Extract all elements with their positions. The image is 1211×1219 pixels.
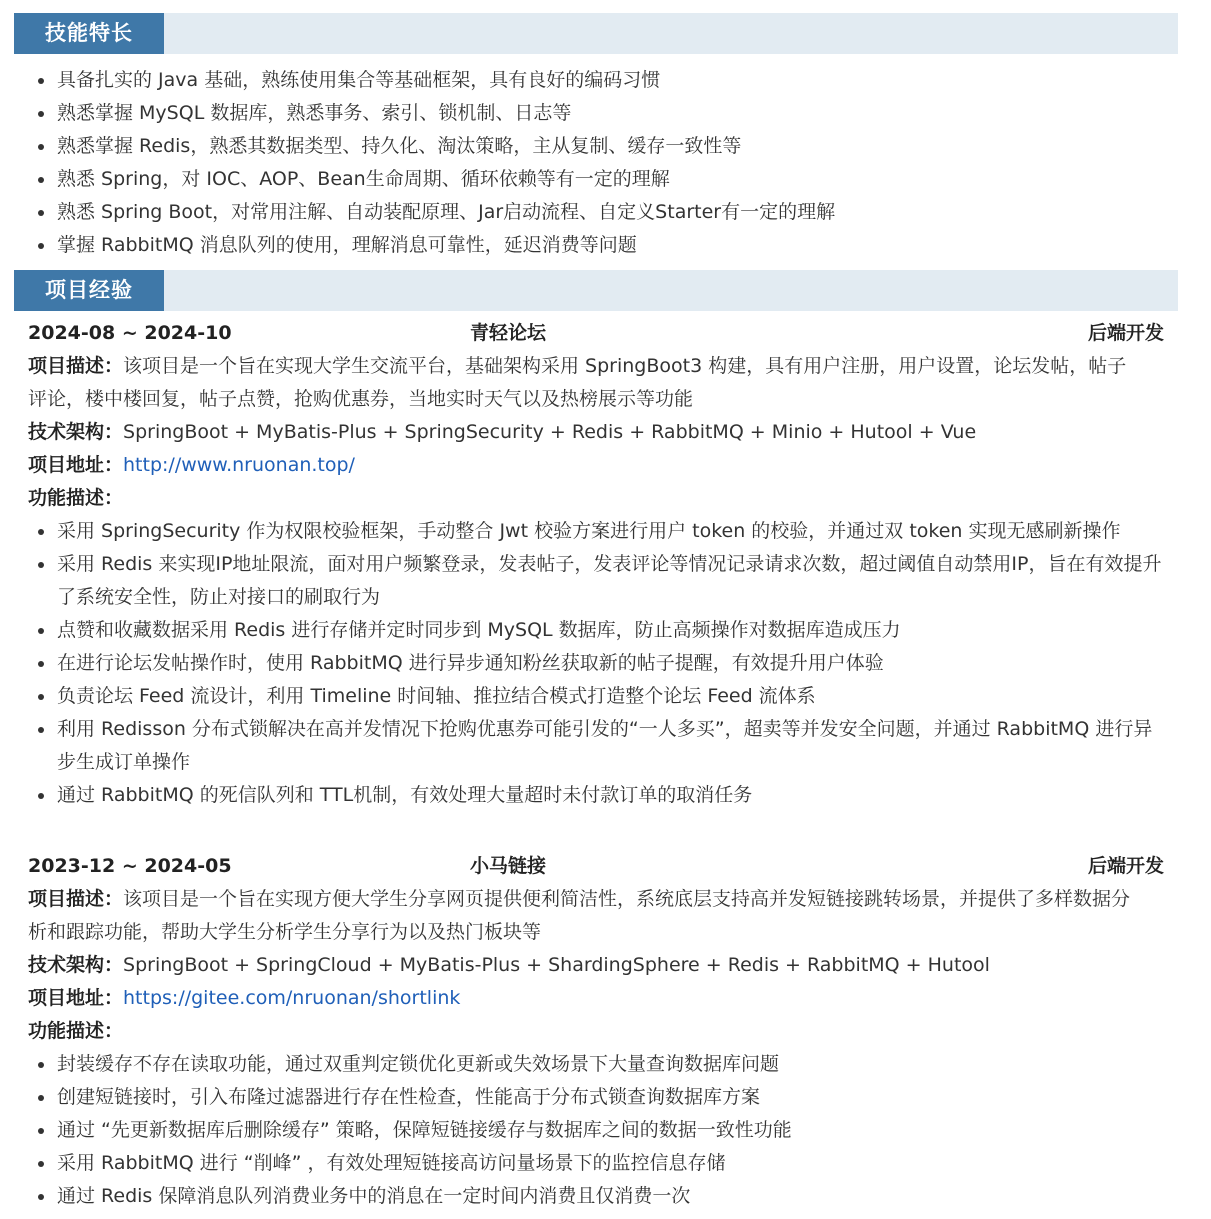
skill-item: 熟悉掌握 MySQL 数据库，熟悉事务、索引、锁机制、日志等 <box>28 97 1168 130</box>
tech-stack-label: 技术架构： <box>28 954 124 976</box>
description-label: 项目描述： <box>28 355 124 377</box>
bullet-dot-icon <box>38 628 44 634</box>
url-label: 项目地址： <box>28 454 124 476</box>
bullet-dot-icon <box>38 562 44 568</box>
bullet-dot-icon <box>38 793 44 799</box>
feature-label: 功能描述： <box>28 1020 124 1042</box>
description-text-line1: 该项目是一个旨在实现方便大学生分享网页提供便利简洁性，系统底层支持高并发短链接跳转场景，并提供了多样数据分 <box>123 888 1131 910</box>
skills-section-header <box>14 13 1178 54</box>
feature-item: 封装缓存不存在读取功能，通过双重判定锁优化更新或失效场景下大量查询数据库问题 <box>28 1048 1168 1081</box>
skill-item: 熟悉 Spring，对 IOC、AOP、Bean生命周期、循环依赖等有一定的理解 <box>28 163 1168 196</box>
project-date: 2024-08 ~ 2024-10 <box>28 322 232 344</box>
feature-item: 通过 RabbitMQ 的死信队列和 TTL机制，有效处理大量超时未付款订单的取消任务 <box>28 779 1168 812</box>
skill-item: 熟悉掌握 Redis，熟悉其数据类型、持久化、淘汰策略，主从复制、缓存一致性等 <box>28 130 1168 163</box>
feature-item: 通过 “先更新数据库后删除缓存” 策略，保障短链接缓存与数据库之间的数据一致性功能 <box>28 1114 1168 1147</box>
feature-label: 功能描述： <box>28 487 124 509</box>
bullet-dot-icon <box>38 727 44 733</box>
project-description <box>28 350 1164 383</box>
bullet-dot-icon <box>38 1128 44 1134</box>
url-label: 项目地址： <box>28 987 124 1009</box>
bullet-dot-icon <box>38 661 44 667</box>
description-text-line2: 析和跟踪功能，帮助大学生分析学生分享行为以及热门板块等 <box>28 921 542 943</box>
description-text-line1: 该项目是一个旨在实现大学生交流平台，基础架构采用 SpringBoot3 构建，具有用户注册，用户设置，论坛发帖，帖子 <box>123 355 1127 377</box>
description-label: 项目描述： <box>28 888 124 910</box>
project-description-cont <box>28 383 1164 416</box>
project-description-cont <box>28 916 1164 949</box>
feature-item: 利用 Redisson 分布式锁解决在高并发情况下抢购优惠券可能引发的“一人多买”，超卖等并发安全问题，并通过 RabbitMQ 进行异步生成订单操作 <box>28 713 1168 779</box>
project-date: 2023-12 ~ 2024-05 <box>28 855 232 877</box>
project-name: 青轻论坛 <box>470 322 547 344</box>
skills-section-title: 技能特长 <box>14 13 164 54</box>
feature-heading-row <box>28 482 1164 515</box>
bullet-dot-icon <box>38 529 44 535</box>
bullet-dot-icon <box>38 1062 44 1068</box>
bullet-dot-icon <box>38 1095 44 1101</box>
tech-stack-label: 技术架构： <box>28 421 124 443</box>
bullet-dot-icon <box>38 1194 44 1200</box>
bullet-dot-icon <box>38 111 44 117</box>
feature-item: 通过 Redis 保障消息队列消费业务中的消息在一定时间内消费且仅消费一次 <box>28 1180 1168 1213</box>
feature-list <box>28 515 1168 812</box>
project-tech-stack <box>28 416 1164 449</box>
skill-item: 掌握 RabbitMQ 消息队列的使用，理解消息可靠性，延迟消费等问题 <box>28 229 1168 262</box>
skills-list <box>28 64 1168 262</box>
feature-item: 采用 RabbitMQ 进行 “削峰” ，有效处理短链接高访问量场景下的监控信息存储 <box>28 1147 1168 1180</box>
feature-item: 点赞和收藏数据采用 Redis 进行存储并定时同步到 MySQL 数据库，防止高频操作对数据库造成压力 <box>28 614 1168 647</box>
project-role: 后端开发 <box>1087 855 1164 877</box>
feature-item: 在进行论坛发帖操作时，使用 RabbitMQ 进行异步通知粉丝获取新的帖子提醒，有效提升用户体验 <box>28 647 1168 680</box>
skill-item: 具备扎实的 Java 基础，熟练使用集合等基础框架，具有良好的编码习惯 <box>28 64 1168 97</box>
tech-stack-text: SpringBoot + MyBatis-Plus + SpringSecurity + Redis + RabbitMQ + Minio + Hutool + Vue <box>123 421 977 443</box>
feature-item: 创建短链接时，引入布隆过滤器进行存在性检查，性能高于分布式锁查询数据库方案 <box>28 1081 1168 1114</box>
feature-item: 采用 Redis 来实现IP地址限流，面对用户频繁登录，发表帖子，发表评论等情况记录请求次数，超过阈值自动禁用IP，旨在有效提升了系统安全性，防止对接口的刷取行为 <box>28 548 1168 614</box>
projects-section-title: 项目经验 <box>14 270 164 311</box>
projects-section-header <box>14 270 1178 311</box>
project-role: 后端开发 <box>1087 322 1164 344</box>
bullet-dot-icon <box>38 1161 44 1167</box>
project-header <box>28 317 1164 350</box>
project-url-link[interactable]: https://gitee.com/nruonan/shortlink <box>123 987 461 1009</box>
bullet-dot-icon <box>38 243 44 249</box>
feature-item: 采用 SpringSecurity 作为权限校验框架，手动整合 Jwt 校验方案进行用户 token 的校验，并通过双 token 实现无感刷新操作 <box>28 515 1168 548</box>
tech-stack-text: SpringBoot + SpringCloud + MyBatis-Plus + ShardingSphere + Redis + RabbitMQ + Hutool <box>123 954 990 976</box>
skill-item: 熟悉 Spring Boot，对常用注解、自动装配原理、Jar启动流程、自定义Starter有一定的理解 <box>28 196 1168 229</box>
project-tech-stack <box>28 949 1164 982</box>
description-text-line2: 评论，楼中楼回复，帖子点赞，抢购优惠券，当地实时天气以及热榜展示等功能 <box>28 388 694 410</box>
feature-list <box>28 1048 1168 1213</box>
bullet-dot-icon <box>38 144 44 150</box>
bullet-dot-icon <box>38 694 44 700</box>
feature-heading-row <box>28 1015 1164 1048</box>
project-url-link[interactable]: http://www.nruonan.top/ <box>123 454 355 476</box>
project-name: 小马链接 <box>470 855 547 877</box>
bullet-dot-icon <box>38 210 44 216</box>
project-url-row <box>28 982 1164 1015</box>
project-header <box>28 850 1164 883</box>
bullet-dot-icon <box>38 78 44 84</box>
feature-item: 负责论坛 Feed 流设计，利用 Timeline 时间轴、推拉结合模式打造整个论坛 Feed 流体系 <box>28 680 1168 713</box>
bullet-dot-icon <box>38 177 44 183</box>
project-description <box>28 883 1164 916</box>
project-url-row <box>28 449 1164 482</box>
